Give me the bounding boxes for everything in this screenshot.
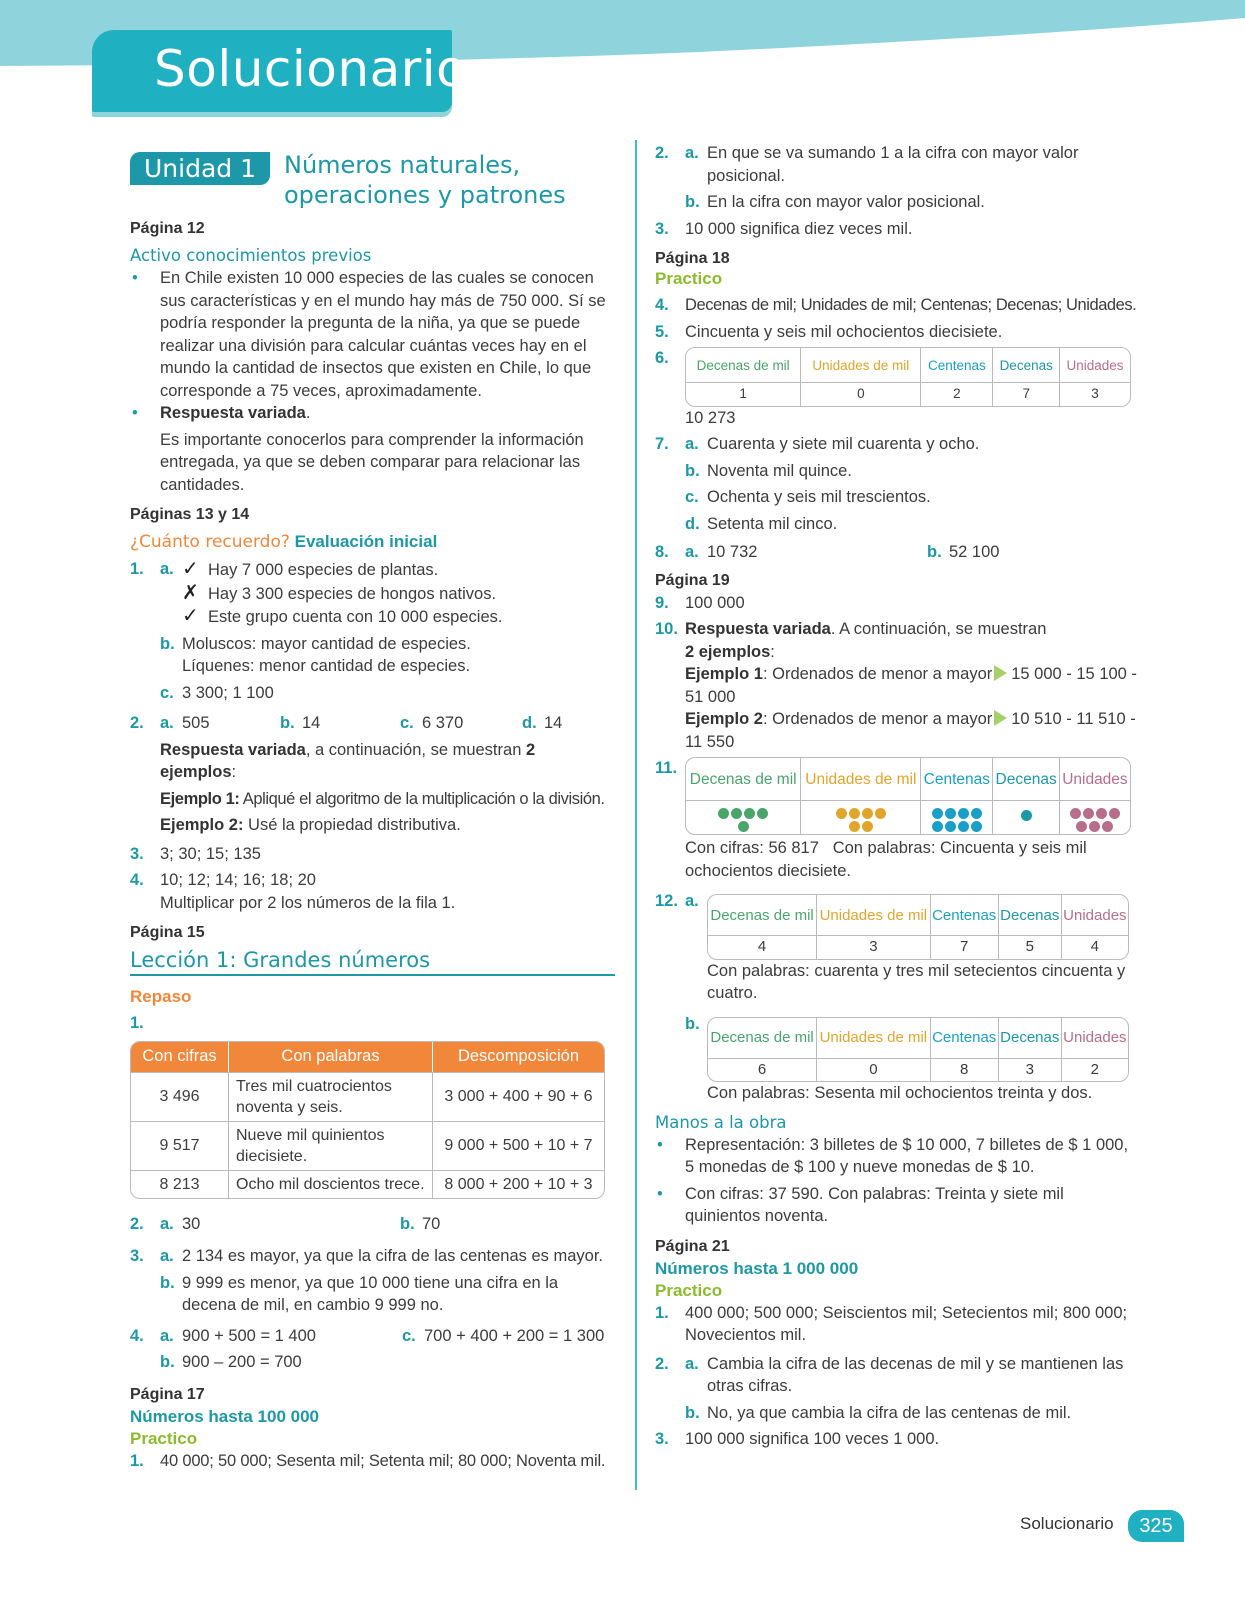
arrow-icon [994, 710, 1007, 726]
title-tab [92, 30, 468, 112]
list-item: 1. 400 000; 500 000; Seiscientos mil; Setecientos mil; 800 000; Novecientos mil. [655, 1303, 1128, 1344]
dots-cell [921, 800, 993, 834]
list-item: Ejemplo 1: Ordenados de menor a mayor 15 000 - 15 100 - 51 000 [685, 665, 1137, 706]
list-item: Multiplicar por 2 los números de la fila 1. [160, 893, 456, 912]
counter-dot [731, 808, 742, 819]
left-column [130, 140, 615, 1472]
table-row [686, 800, 1130, 834]
list-item: b. 9 999 es menor, ya que 10 000 tiene una cifra en la decena de mil, en cambio 9 999 no. [160, 1273, 559, 1314]
table-header-row: Decenas de mil Unidades de mil Centenas Decenas Unidades [686, 758, 1130, 800]
page-title: Solucionario [154, 40, 468, 98]
section-heading: Números hasta 1 000 000 [655, 1258, 859, 1278]
check-icon: ✓ [182, 605, 199, 627]
list-item: 2. a. Cambia la cifra de las decenas de mil y se mantienen las otras cifras. [655, 1354, 1124, 1395]
list-item: 3. a. 2 134 es mayor, ya que la cifra de las centenas es mayor. [130, 1247, 603, 1265]
arrow-icon [994, 665, 1007, 681]
counter-dot [757, 808, 768, 819]
table-header-row: Decenas de mil Unidades de mil Centenas Decenas Unidades [686, 348, 1130, 382]
table-row: 1 0 2 7 3 [686, 382, 1130, 406]
section-heading: Números hasta 100 000 [130, 1406, 319, 1426]
table-row: 9 517 Nueve mil quinientos diecisiete. 9 000 + 500 + 10 + 7 [131, 1121, 604, 1170]
page-ref: Páginas 13 y 14 [130, 506, 250, 523]
list-item: Ejemplo 2: Usé la propiedad distributiva. [160, 816, 461, 834]
dots-cell [993, 800, 1060, 834]
list-item: 9. 100 000 [655, 593, 745, 612]
counter-dot [945, 821, 956, 832]
counter-dot [1076, 821, 1087, 832]
list-item: 10 273 [685, 408, 736, 427]
page-ref: Página 15 [130, 924, 205, 941]
footer-label: Solucionario [1020, 1514, 1114, 1533]
section-heading: Manos a la obra [655, 1112, 787, 1132]
list-item: 1. 40 000; 50 000; Sesenta mil; Setenta mil; 80 000; Noventa mil. [130, 1451, 606, 1470]
list-item: • Con cifras: 37 590. Con palabras: Treinta y siete mil quinientos noventa. [655, 1183, 1140, 1228]
counter-dot [738, 821, 749, 832]
place-value-table [707, 1017, 1129, 1083]
section-heading: ¿Cuánto recuerdo? Evaluación inicial [130, 532, 438, 552]
counter-dot [1021, 810, 1032, 821]
counter-dot [945, 808, 956, 819]
list-item: d. Setenta mil cinco. [685, 514, 838, 533]
place-value-table [685, 347, 1131, 407]
list-item: 4. Decenas de mil; Unidades de mil; Centenas; Decenas; Unidades. [655, 296, 1137, 314]
list-item: 1. a. ✓ Hay 7 000 especies de plantas. [130, 558, 439, 580]
list-item: 2. a. 30 b. 70 [130, 1214, 441, 1233]
counter-dot [875, 808, 886, 819]
place-value-table [707, 894, 1129, 960]
table-row: 8 213 Ocho mil doscientos trece. 8 000 + 200 + 10 + 3 [131, 1170, 604, 1198]
list-item: 2. a. 505 b. 14 c. 6 370 d. 14 [130, 714, 563, 732]
list-item: b. En la cifra con mayor valor posicional. [685, 193, 985, 211]
list-item: Es importante conocerlos para comprender la información entregada, ya que se deben comparar para relacionar las cantidades. [160, 430, 584, 494]
counter-dot [862, 808, 873, 819]
counter-dot [932, 808, 943, 819]
list-item: ✗ Hay 3 300 especies de hongos nativos. [182, 581, 497, 604]
counter-dot [1070, 808, 1081, 819]
list-item: • En Chile existen 10 000 especies de las cuales se conocen sus características y en el mundo hay más de 750 000. Sí se podría responder la pregunta de la niña, ya que se puede realizar una división para calcular cuántas veces hay en el mundo la cantidad de insectos que existen en Chile, lo que corresponde a 75 veces, aproximadamente. [130, 267, 615, 402]
bullet-icon: • [657, 1135, 663, 1154]
bullet-icon: • [132, 269, 138, 287]
list-item: • Respuesta variada. [130, 402, 615, 425]
table-header-row [131, 1042, 604, 1072]
bullet-icon: • [132, 404, 138, 422]
list-item: b. Moluscos: mayor cantidad de especies. [160, 634, 471, 653]
unit-title: Números naturales, operaciones y patrones [284, 151, 566, 209]
list-item: Respuesta variada, a continuación, se muestran 2 ejemplos: [160, 740, 536, 781]
counter-dot [1096, 808, 1107, 819]
counter-dot [1102, 821, 1113, 832]
section-heading: Repaso [130, 987, 192, 1006]
list-item: 1. [130, 1014, 144, 1032]
check-icon: ✓ [182, 558, 199, 580]
section-heading: Practico [655, 269, 723, 288]
dots-cell [1060, 800, 1130, 834]
counter-dot [971, 808, 982, 819]
counter-dot [1109, 808, 1120, 819]
column-divider [635, 140, 637, 1490]
counter-dot [836, 808, 847, 819]
list-item: Ejemplo 2: Ordenados de menor a mayor 10 510 - 11 510 - 11 550 [685, 710, 1136, 751]
dots-place-value-table [685, 757, 1131, 835]
list-item: Con cifras: 56 817 Con palabras: Cincuenta y seis mil ochocientos diecisiete. [685, 839, 1087, 880]
list-item: ✓ Este grupo cuenta con 10 000 especies. [182, 605, 503, 627]
table-header: Con cifras [131, 1042, 229, 1072]
list-item: 5. Cincuenta y seis mil ochocientos diecisiete. [655, 322, 1003, 341]
list-item: Con palabras: cuarenta y tres mil setecientos cincuenta y cuatro. [707, 961, 1126, 1002]
bullet-icon: • [657, 1184, 663, 1203]
section-heading: Practico [655, 1280, 723, 1300]
table-row: 3 496 Tres mil cuatrocientos noventa y seis. 3 000 + 400 + 90 + 6 [131, 1072, 604, 1121]
table-header: Descomposición [433, 1042, 604, 1072]
page-number: 325 [1128, 1510, 1184, 1542]
counter-dot [849, 821, 860, 832]
counter-dot [958, 821, 969, 832]
page-ref: Página 12 [130, 220, 205, 237]
list-item: 10. Respuesta variada. A continuación, se muestran 2 ejemplos: [655, 620, 1047, 661]
list-item: 3. 10 000 significa diez veces mil. [655, 219, 913, 238]
dots-cell [801, 800, 921, 834]
unit-badge: Unidad 1 [130, 152, 270, 185]
list-item: 2. a. En que se va sumando 1 a la cifra con mayor valor posicional. [655, 144, 1079, 185]
counter-dot [1083, 808, 1094, 819]
list-item: b. Decenas de mil Unidades de mil Centenas Decenas Unidades 6 0 8 3 2 [655, 1013, 1140, 1083]
counter-dot [958, 808, 969, 819]
table-row: 4 3 7 5 4 [708, 935, 1128, 959]
right-column [655, 142, 1140, 1451]
list-item: 12. a. Decenas de mil Unidades de mil Centenas Decenas Unidades 4 3 7 5 4 [655, 890, 1140, 960]
list-item: 3. 100 000 significa 100 veces 1 000. [655, 1430, 940, 1448]
cross-icon: ✗ [182, 581, 199, 604]
counter-dot [932, 821, 943, 832]
list-item: Ejemplo 1: Apliqué el algoritmo de la multiplicación o la división. [160, 789, 605, 808]
counter-dot [744, 808, 755, 819]
section-heading: Activo conocimientos previos [130, 246, 372, 265]
table-header-row: Decenas de mil Unidades de mil Centenas Decenas Unidades [708, 1018, 1128, 1058]
section-heading: Practico [130, 1428, 198, 1448]
list-item: c. 3 300; 1 100 [160, 683, 274, 702]
page-ref: Página 19 [655, 571, 730, 589]
list-item: 6. Decenas de mil Unidades de mil Centenas Decenas Unidades 1 0 2 7 3 [655, 347, 1140, 407]
repaso-table [130, 1041, 605, 1199]
counter-dot [862, 821, 873, 832]
table-row: 6 0 8 3 2 [708, 1058, 1128, 1082]
lesson-title: Lección 1: Grandes números [130, 948, 615, 976]
dots-cell [686, 800, 801, 834]
counter-dot [1089, 821, 1100, 832]
list-item: 3. 3; 30; 15; 135 [130, 844, 261, 863]
list-item: • Representación: 3 billetes de $ 10 000, 7 billetes de $ 1 000, 5 monedas de $ 100 y nueve monedas de $ 10. [655, 1134, 1140, 1179]
page-ref: Página 18 [655, 250, 730, 267]
counter-dot [718, 808, 729, 819]
list-item: 7. a. Cuarenta y siete mil cuarenta y ocho. [655, 435, 980, 453]
list-item: Líquenes: menor cantidad de especies. [182, 657, 471, 675]
list-item: 4. 10; 12; 14; 16; 18; 20 [130, 871, 316, 889]
list-item: 4. a. 900 + 500 = 1 400 c. 700 + 400 + 200 = 1 300 [130, 1326, 605, 1345]
list-item: 11. Decenas de mil Unidades de mil Centenas Decenas Unidades [655, 757, 1140, 835]
table-header-row: Decenas de mil Unidades de mil Centenas Decenas Unidades [708, 895, 1128, 935]
list-item: b. No, ya que cambia la cifra de las centenas de mil. [685, 1403, 1072, 1422]
page-ref: Página 17 [130, 1385, 205, 1403]
counter-dot [971, 821, 982, 832]
list-item: 8. a. 10 732 b. 52 100 [655, 543, 1000, 561]
table-header: Con palabras [229, 1042, 433, 1072]
counter-dot [849, 808, 860, 819]
list-item: Con palabras: Sesenta mil ochocientos treinta y dos. [707, 1084, 1093, 1102]
list-item: b. 900 – 200 = 700 [160, 1353, 302, 1371]
list-item: b. Noventa mil quince. [685, 461, 852, 480]
page-ref: Página 21 [655, 1237, 730, 1255]
unit-heading [130, 150, 615, 210]
list-item: c. Ochenta y seis mil trescientos. [685, 488, 931, 506]
